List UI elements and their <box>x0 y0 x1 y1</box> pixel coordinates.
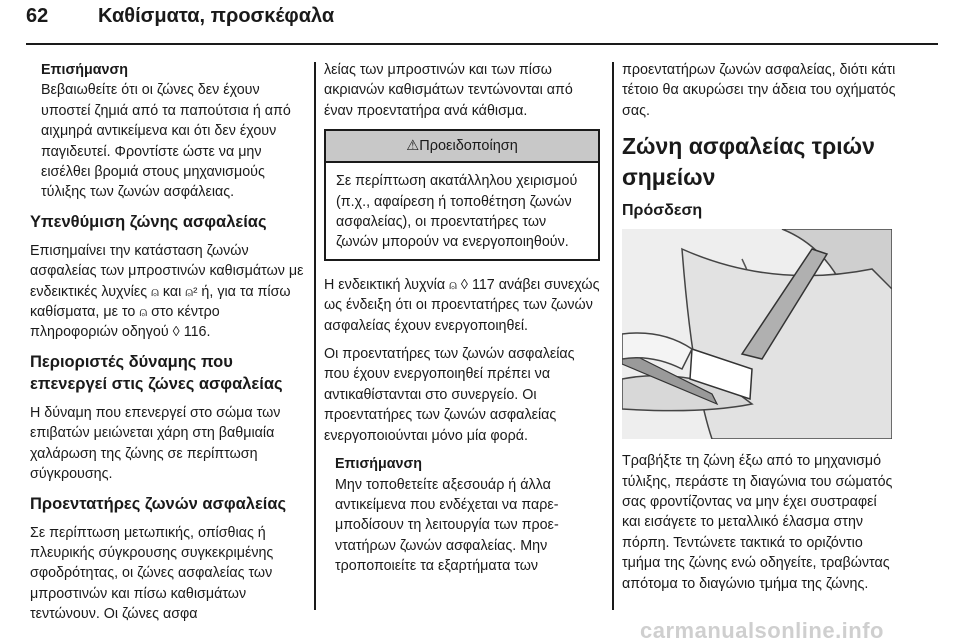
note-text: Βεβαιωθείτε ότι οι ζώνες δεν έχουν υποστεί ζημιά από τα παπούτσια ή από αιχμηρά αντικείμενα και ότι δεν έχουν παγιδευτεί. Φροντίστε ώστε να μην εισέλθει βρομιά στους μηχανισμούς τύλιξης των ζωνών ασφάλειας. <box>41 82 291 201</box>
pretensioners-paragraph: Σε περίπτωση μετωπικής, οπίσθιας ή πλευρικής σύγκρουσης συγκεκριμένης σφοδρότητας, οι ζώνες ασφαλείας των μπροστινών και πίσω καθισμάτων τεντώνουν. Οι ζώνες ασφα <box>30 524 274 623</box>
column-divider-1 <box>314 62 316 610</box>
warning-box <box>324 129 600 261</box>
note-block <box>30 60 306 203</box>
page-header <box>0 0 960 52</box>
column-3 <box>622 60 898 602</box>
column-divider-2 <box>612 62 614 610</box>
note-title: Επισήμανση <box>41 62 128 78</box>
limiters-paragraph: Η δύναμη που επενεργεί στο σώμα των επιβατών μειώνεται χάρη στη βαθμιαία χαλάρωση της ζώνης σε περίπτωση σύγκρουσης. <box>30 404 281 483</box>
airbag-pretensioner-icon: ⍝ <box>449 276 457 292</box>
section-heading-three-point-belt: Ζώνη ασφαλείας τριών σημείων <box>622 133 875 191</box>
seatbelt-icon: ⍝ <box>151 283 159 299</box>
note-block <box>324 454 600 576</box>
watermark: carmanualsonline.info <box>640 618 884 643</box>
replace-paragraph: Οι προεντατήρες των ζωνών ασφαλείας που έχουν ενεργοποιηθεί πρέπει να αντικαθίστανται στο συνεργείο. Οι προεντατήρες των ζωνών ασφαλείας ενεργοποιούνται μόνο μία φορά. <box>324 346 575 444</box>
continued-paragraph: λείας των μπροστινών και των πίσω ακριανών καθισμάτων τεντώνονται από έναν προεντατήρα ανά κάθισμα. <box>324 62 573 119</box>
page-number: 62 <box>26 5 49 27</box>
seatbelt-illustration-svg <box>622 229 892 439</box>
subheading-fastening: Πρόσδεση <box>622 202 703 220</box>
column-1 <box>30 60 306 633</box>
warning-title: Προειδοποίηση <box>419 138 518 155</box>
seatbelt-passenger-icon: ⍝² <box>185 283 198 299</box>
continued-paragraph: προεντατήρων ζωνών ασφαλείας, διότι κάτι τέτοιο θα ακυρώσει την άδεια του οχήματός σας. <box>622 62 896 119</box>
indicator-paragraph: Η ενδεικτική λυχνία ⍝ ◊ 117 ανάβει συνεχώς ως ένδειξη ότι οι προεντατήρες των ζωνών ασφαλείας έχουν ενεργοποιηθεί. <box>324 276 600 334</box>
warning-icon: ⚠ <box>406 138 420 155</box>
reference-arrow-icon: ◊ <box>172 324 180 341</box>
fastening-paragraph: Τραβήξτε τη ζώνη έξω από το μηχανισμό τύλιξης, περάστε τη διαγώνια του σώματός σας φροντίζοντας να μην έχει συστραφεί και εισάγετε το μεταλλικό έλασμα στην πόρπη. Τεντώνετε τακτικά το οριζόντιο τμήμα της ζώνης ενώ οδηγείτε, τραβώντας απότομα το διαγώνιο τμήμα της ζώνης. <box>622 453 893 592</box>
warning-header <box>326 131 598 163</box>
warning-text: Σε περίπτωση ακατάλληλου χειρισμού (π.χ., αφαίρεση ή τοποθέτηση ζωνών ασφαλείας), οι προεντατήρες των ζωνών μπορούν να ενεργοποιηθούν. <box>336 173 578 251</box>
warning-body <box>326 163 598 259</box>
section-heading-limiters: Περιοριστές δύναμης που επενεργεί στις ζώνες ασφαλείας <box>30 352 283 393</box>
page-reference-link[interactable]: 116. <box>183 324 211 341</box>
note-title: Επισήμανση <box>335 456 422 473</box>
section-heading-pretensioners: Προεντατήρες ζωνών ασφαλείας <box>30 494 287 513</box>
seatbelt-illustration <box>622 229 892 439</box>
reference-arrow-icon: ◊ <box>460 276 468 293</box>
page-reference-link[interactable]: 117 <box>471 276 495 293</box>
section-heading-reminder: Υπενθύμιση ζώνης ασφαλείας <box>30 212 267 231</box>
seatbelt-rear-icon: ⍝ <box>139 304 148 320</box>
reminder-paragraph: Επισημαίνει την κατάσταση ζωνών ασφαλείας των μπροστινών καθισμάτων με ενδεικτικές λυχνίες ⍝ και ⍝² ή, για τα πίσω καθίσματα, με το ⍝ στο κέντρο πληροφοριών οδηγού ◊ 116. <box>30 242 304 341</box>
header-rule <box>26 43 938 45</box>
column-2 <box>324 60 600 585</box>
page-title: Καθίσματα, προσκέφαλα <box>98 5 335 27</box>
note-text: Μην τοποθετείτε αξεσουάρ ή άλλα αντικείμενα που ενδέχεται να παρεμποδίσουν τη λειτουργία των προεντατήρων ζωνών ασφαλείας. Μην τροποποιείτε τα εξαρτήματα των <box>335 476 559 575</box>
